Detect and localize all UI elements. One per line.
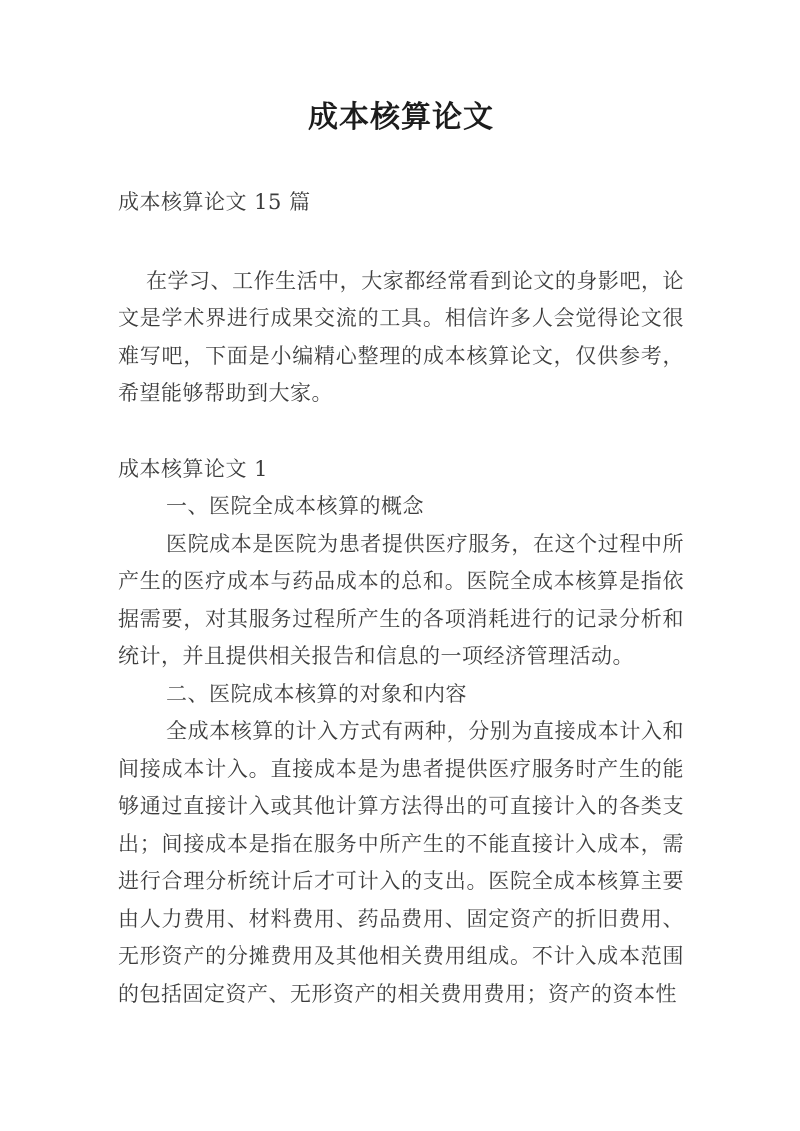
section-heading: 成本核算论文 1	[118, 456, 269, 481]
section-1	[118, 451, 684, 1014]
section-paragraph-1: 医院成本是医院为患者提供医疗服务，在这个过程中所产生的医疗成本与药品成本的总和。医院全成本核算是指依据需要，对其服务过程所产生的各项消耗进行的记录分析和统计，并且提供相关报告和信息的一项经济管理活动。	[118, 531, 684, 668]
intro-paragraph: 在学习、工作生活中，大家都经常看到论文的身影吧，论文是学术界进行成果交流的工具。相信许多人会觉得论文很难写吧，下面是小编精心整理的成本核算论文，仅供参考，希望能够帮助到大家。	[118, 268, 684, 405]
section-subheading-1: 一、医院全成本核算的概念	[166, 494, 424, 518]
document-subtitle: 成本核算论文 15 篇	[118, 190, 311, 214]
page-title: 成本核算论文	[308, 100, 494, 135]
section-paragraph-2: 全成本核算的计入方式有两种，分别为直接成本计入和间接成本计入。直接成本是为患者提供医疗服务时产生的能够通过直接计入或其他计算方法得出的可直接计入的各类支出；间接成本是指在服务中所产生的不能直接计入成本，需进行合理分析统计后才可计入的支出。医院全成本核算主要由人力费用、材料费用、药品费用、固定资产的折旧费用、无形资产的分摊费用及其他相关费用组成。不计入成本范围的包括固定资产、无形资产的相关费用费用；资产的资本性	[118, 719, 684, 1006]
section-subheading-2: 二、医院成本核算的对象和内容	[166, 681, 467, 706]
document-content	[118, 0, 684, 1013]
